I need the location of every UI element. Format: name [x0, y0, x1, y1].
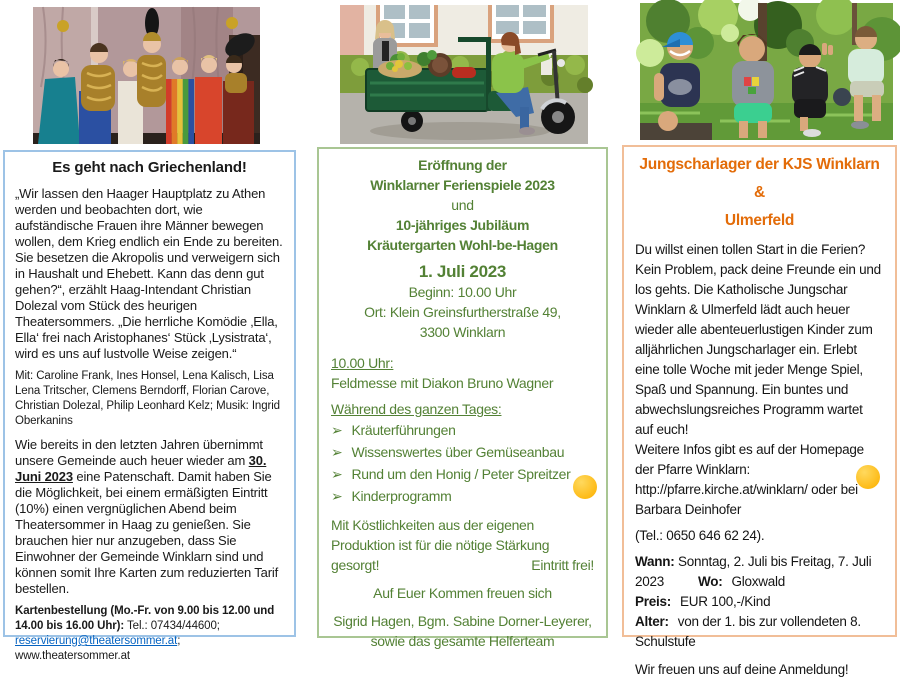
event-heading-line4: Kräutergarten Wohl-be-Hagen — [367, 237, 558, 253]
arrow-bullet-icon: ➢ — [331, 422, 343, 438]
camp-phone: (Tel.: 0650 646 62 24). — [635, 528, 765, 543]
arrow-bullet-icon: ➢ — [331, 488, 343, 504]
event-heading-and: und — [451, 197, 474, 213]
yellow-dot-right — [856, 465, 880, 489]
camp-closing: Wir freuen uns auf deine Anmeldung! — [635, 662, 849, 677]
camp-facts — [635, 552, 884, 652]
yellow-dot-middle — [573, 475, 597, 499]
list-item: ➢ Kinderprogramm — [331, 485, 594, 507]
event-details — [331, 282, 594, 342]
article-title: Es geht nach Griechenland! — [52, 159, 247, 176]
ticket-order-phone: Tel.: 07434/44600; — [124, 620, 220, 632]
event-date: 1. Juli 2023 — [418, 262, 507, 281]
jungscharlager-box — [622, 145, 897, 677]
article-paragraph: „Wir lassen den Haager Hauptplatz zu Athen werden und beobachten dort, wie aufständische Frauen ihre Männer bewegen wollen, dem Krieg endlich ein Ende zu bereiten. Sie besetzen die Akropolis und verweigern sich in Haushalt und Ehebett. Kann das denn gut gehen?“, erzählt Haag-Intendant Christian Dolezal vom Stück des heurigen Theatersommers. „Die herrliche Komödie ‚Ella, Ella‘ frei nach Aristophanes‘ Stück ‚Lysistrata‘, wird es uns auf lustvolle Weise zeigen.“ — [15, 186, 283, 361]
theater-article-box — [3, 150, 296, 662]
camp-heading-line2: Ulmerfeld — [724, 212, 795, 229]
signature-line2: sowie das gesamte Helferteam — [370, 633, 555, 649]
camp-heading-line1: Jungscharlager der KJS Winklarn & — [639, 156, 880, 201]
event-heading-line1: Eröffnung der — [418, 157, 507, 173]
event-begin-time: Beginn: 10.00 Uhr — [408, 284, 517, 300]
sponsorship-text-post: eine Patenschaft. Damit haben Sie die Möglichkeit, bei einem ermäßigten Eintritt (10%) einen vergnüglichen Abend beim Theatersommer in Haag zu genießen. Sie brauchen hier nur anzugeben, dass Sie Einwohner der Gemeinde Winklarn sind und können somit Ihre Karten zum reduzierten Tarif bestellen. — [15, 469, 279, 596]
event-location-line1: Ort: Klein Greinsfurtherstraße 49, — [364, 304, 561, 320]
reservation-email-link[interactable]: reservierung@theatersommer.at — [15, 635, 178, 647]
camp-description: Du willst einen tollen Start in die Ferien? Kein Problem, pack deine Freunde ein und los gehts. Die Katholische Jungschar Winklarn & Ulmerfeld lädt auch heuer wieder alle abenteuerlustigen Kinder zum alljährlichen Jungscharlager ein. Erlebt eine tolle Woche mit jeder Menge Spiel, Spaß und Spannung. Ein buntes und abwechslungsreiches Programm wartet auf euch! Weitere Infos gibt es auf der Homepage der Pfarre Winklarn: http://pfarre.kirche.at/winklarn/ oder bei Barbara Deinhofer — [635, 242, 881, 517]
ticket-order-label: Kartenbestellung (Mo.-Fr. von 9.00 bis 12.00 und 14.00 bis 16.00 Uhr): — [15, 605, 275, 632]
catering-note: Mit Köstlichkeiten aus der eigenen Produktion ist für die nötige Stärkung gesorgt! Eintritt frei! — [331, 517, 594, 573]
event-heading-line3: 10-jähriges Jubiläum — [395, 217, 530, 233]
fact-when: Wann: Sonntag, 2. Juli bis Freitag, 7. Juli 2023 Wo: Gloxwald — [635, 554, 872, 589]
sponsorship-text-pre: Wie bereits in den letzten Jahren übernimmt unsere Gemeinde auch heuer wieder am — [15, 437, 263, 468]
event-heading-line2: Winklarner Ferienspiele 2023 — [370, 177, 555, 193]
arrow-bullet-icon: ➢ — [331, 466, 343, 482]
website-url: www.theatersommer.at — [15, 650, 130, 662]
signature-line1: Sigrid Hagen, Bgm. Sabine Dorner-Leyerer, — [333, 613, 592, 629]
event-heading — [331, 155, 594, 255]
list-item: ➢ Rund um den Honig / Peter Spreitzer — [331, 463, 594, 485]
ticket-order-info: Kartenbestellung (Mo.-Fr. von 9.00 bis 12.00 und 14.00 bis 16.00 Uhr): Tel.: 07434/44600; reservierung@theatersommer.at; www.theatersommer.at — [15, 604, 284, 664]
camp-homepage-info: Weitere Infos gibt es auf der Homepage der Pfarre Winklarn: http://pfarre.kirche.at/winklarn/ oder bei Barbara Deinhofer — [635, 442, 864, 517]
allday-heading: Während des ganzen Tages: — [331, 401, 502, 417]
schedule-time-heading: 10.00 Uhr: — [331, 355, 394, 371]
camp-heading — [635, 151, 884, 235]
closing-invitation: Auf Euer Kommen freuen sich — [373, 585, 552, 601]
schedule-event: Feldmesse mit Diakon Bruno Wagner — [331, 375, 554, 391]
list-item: ➢ Kräuterführungen — [331, 419, 594, 441]
signature — [331, 611, 594, 651]
theater-ensemble-photo — [33, 7, 260, 144]
children-outdoors-photo — [640, 3, 893, 140]
arrow-bullet-icon: ➢ — [331, 444, 343, 460]
patronage-date: 30. Juni 2023 — [15, 453, 267, 484]
fact-price: Preis: EUR 100,-/Kind — [635, 594, 771, 609]
fact-age: Alter: von der 1. bis zur vollendeten 8. Schulstufe — [635, 614, 861, 649]
event-location-line2: 3300 Winklarn — [419, 324, 506, 340]
sponsorship-paragraph — [15, 437, 284, 597]
cast-list: Mit: Caroline Frank, Ines Honsel, Lena Kalisch, Lisa Lena Tritscher, Clemens Berndorff, Florian Carove, Christian Dolezal, Philip Leonhard Kelz; Musik: Ingrid Oberkanins — [15, 370, 280, 427]
ferienspiele-event-box — [317, 147, 608, 649]
list-item: ➢ Wissenswertes über Gemüseanbau — [331, 441, 594, 463]
event-schedule — [331, 353, 594, 575]
cargo-trike-photo — [340, 5, 588, 144]
free-entry-note: Eintritt frei! — [531, 557, 594, 573]
